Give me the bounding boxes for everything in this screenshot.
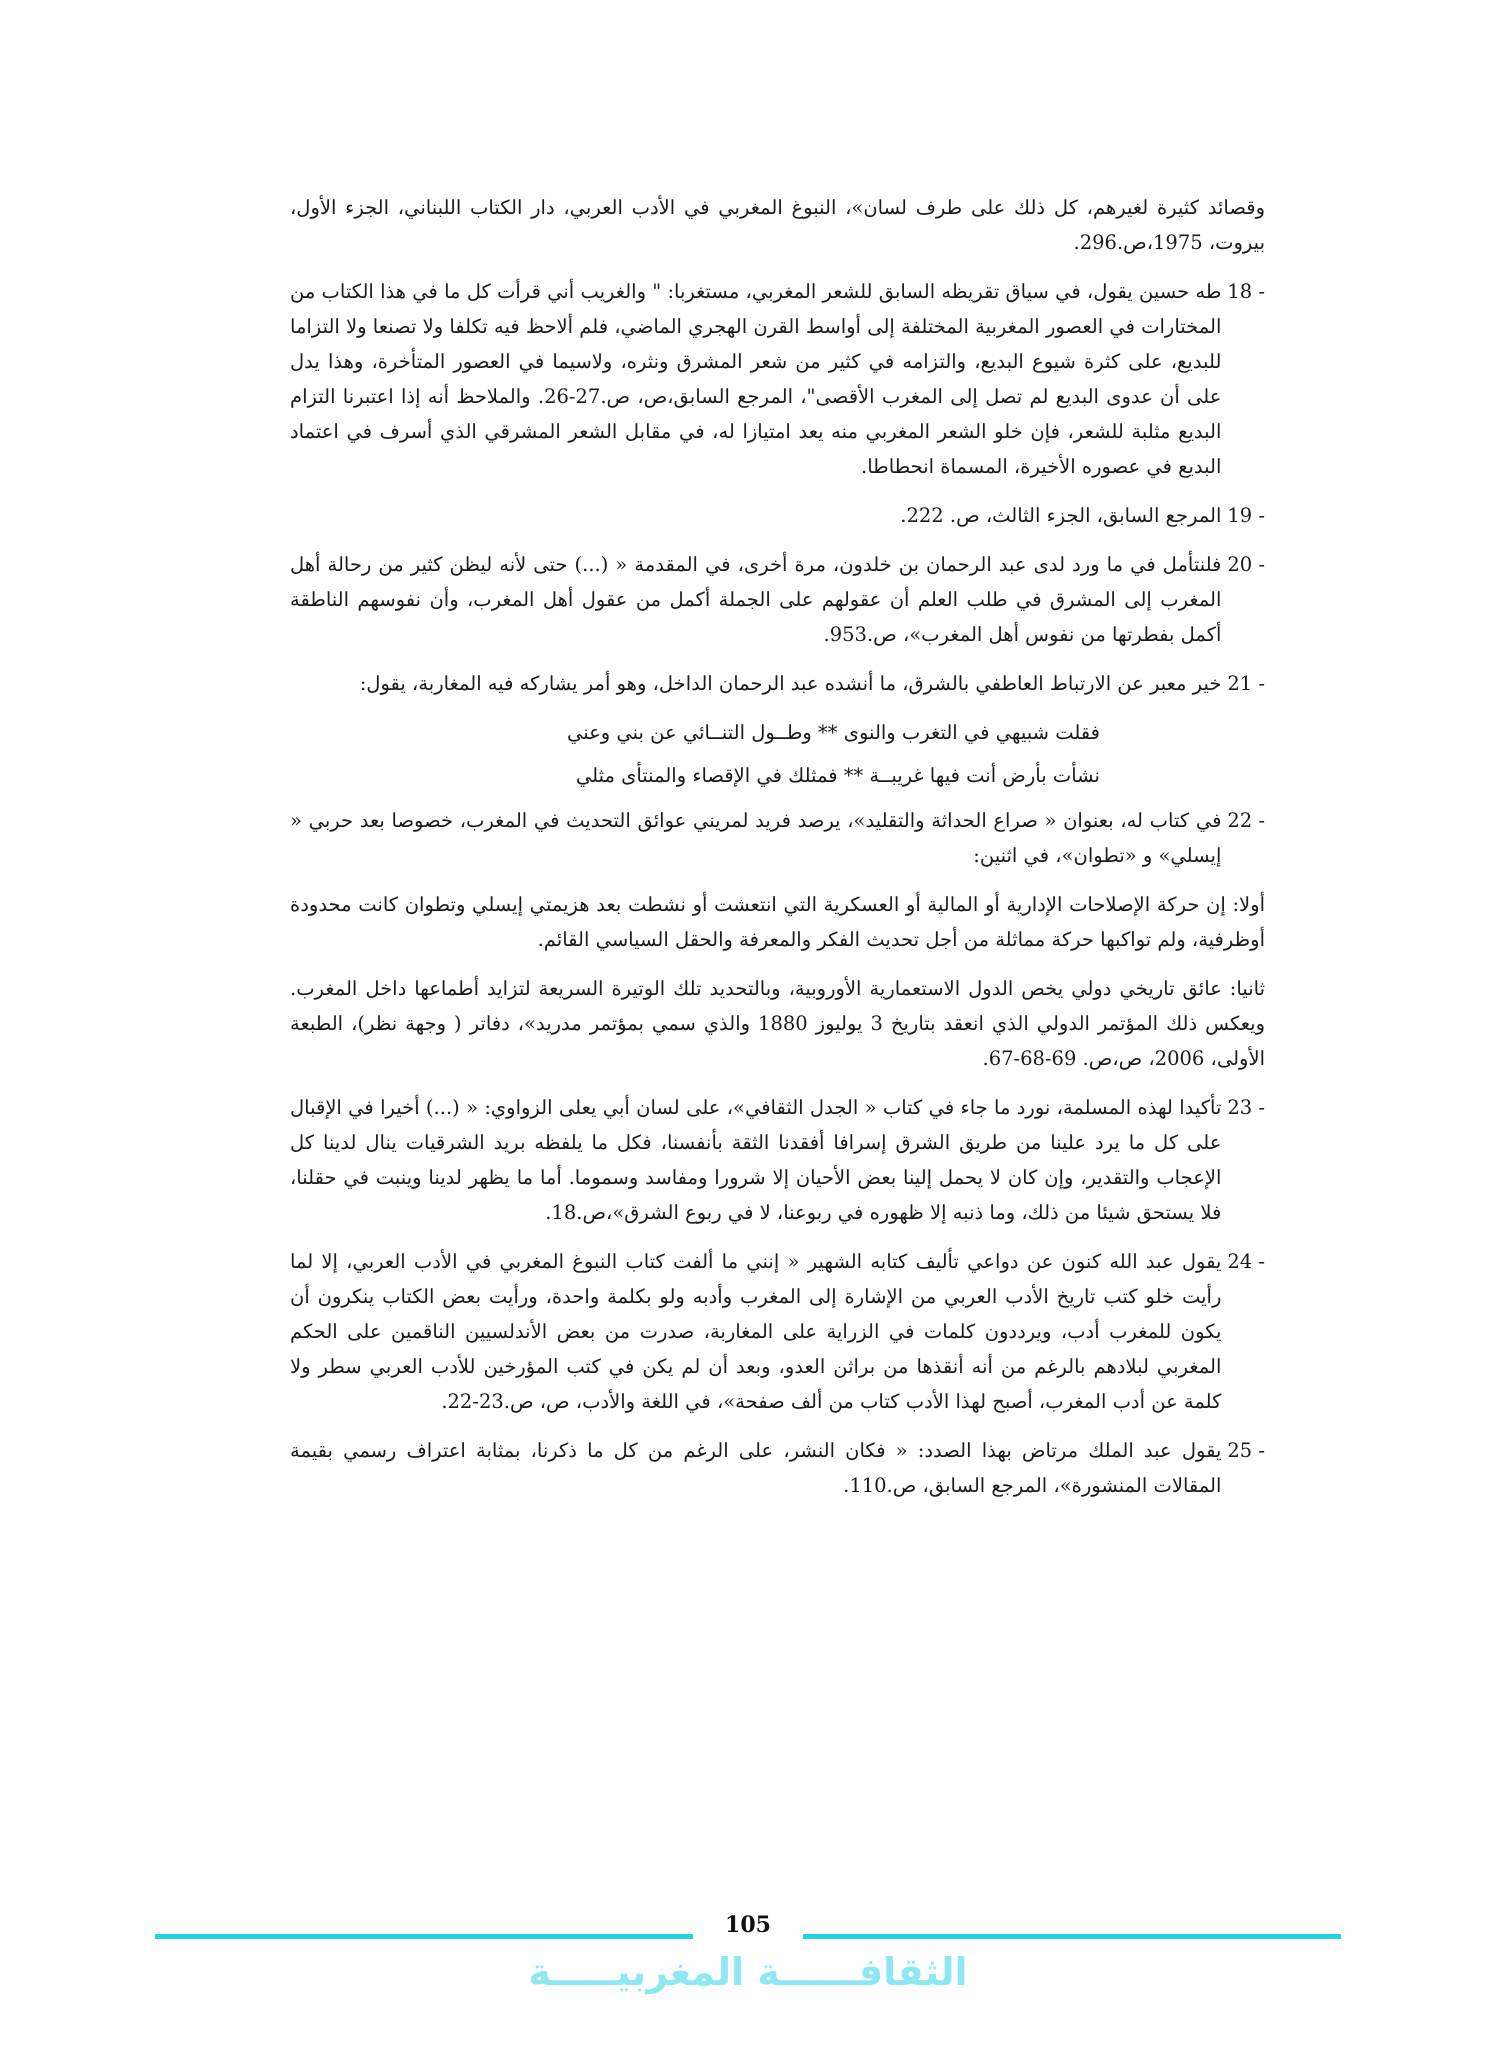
note-number: 25 - bbox=[1227, 1439, 1265, 1462]
journal-brand: الثقافــــــة المغربيـــــة bbox=[528, 1950, 968, 1994]
note-text: تأكيدا لهذه المسلمة، نورد ما جاء في كتاب « الجدل الثقافي»، على لسان أبي يعلى الزواوي: « (...) أخيرا في الإقبال على كل ما يرد علينا من طريق الشرق إسرافا أفقدنا الثقة بأنفسنا، فكل ما يلفظه بريد الشرقيات ينال لدينا كل الإعجاب والتقدير، وإن كان لا يحمل إلينا بعض الأحيان إلا شرورا ومفاسد وسموما. أما ما يظهر لدينا وينبت في حقلنا، فلا يستحق شيئا من ذلك، وما ذنبه إلا ظهوره في ربوعنا، لا في ربوع الشرق»،ص.18. bbox=[290, 1096, 1222, 1224]
note-text: يقول عبد الله كنون عن دواعي تأليف كتابه الشهير « إنني ما ألفت كتاب النبوغ المغربي في الأدب العربي، إلا لما رأيت خلو كتب تاريخ الأدب العربي من الإشارة إلى المغرب وأدبه ولو بكلمة واحدة، ورأيت بعض الكتاب ينكرون أن يكون للمغرب أدب، ويرددون كلمات في الزراية على المغاربة، صدرت من بعض الأندلسيين الناقمين على الحكم المغربي لبلادهم بالرغم من أنه أنقذها من براثن العدو، وبعد أن لم يكن في كتب المؤرخين للأدب العربي سطر ولا كلمة عن أدب المغرب، أصبح لهذا الأدب كتاب من ألف صفحة»، في اللغة والأدب، ص، ص.23-22. bbox=[290, 1250, 1222, 1413]
note-text: يقول عبد الملك مرتاض بهذا الصدد: « فكان النشر، على الرغم من كل ما ذكرنا، بمثابة اعتراف رسمي بقيمة المقالات المنشورة»، المرجع السابق، ص.110. bbox=[290, 1439, 1222, 1497]
footer-rule-right bbox=[803, 1934, 1341, 1939]
note-number: 22 - bbox=[1227, 809, 1265, 832]
note-text: فلنتأمل في ما ورد لدى عبد الرحمان بن خلدون، مرة أخرى، في المقدمة « (...) حتى لأنه ليظن كثير من رحالة أهل المغرب إلى المشرق في طلب العلم أن عقولهم على الجملة أكمل من عقول أهل المغرب، وأن نفوسهم الناطقة أكمل بفطرتها من نفوس أهل المغرب»، ص.953. bbox=[290, 553, 1222, 646]
poem-verse: فقلت شبيهي في التغرب والنوى ** وطــول التنــائي عن بني وعني bbox=[567, 721, 1100, 744]
page-number: 105 bbox=[725, 1912, 771, 1938]
footer-rule-left bbox=[155, 1934, 693, 1939]
note-19 bbox=[290, 498, 1265, 533]
note-22-point-one: أولا: إن حركة الإصلاحات الإدارية أو المالية أو العسكرية التي انتعشت أو نشطت بعد هزيمتي إيسلي وتطوان كانت محدودة أوظرفية، ولم تواكبها حركة مماثلة من أجل تحديث الفكر والمعرفة والحقل السياسي القائم. bbox=[290, 893, 1265, 951]
note-24 bbox=[290, 1244, 1265, 1419]
note-17-continuation: وقصائد كثيرة لغيرهم، كل ذلك على طرف لسان»، النبوغ المغربي في الأدب العربي، دار الكتاب اللبناني، الجزء الأول، بيروت، 1975،ص.296. bbox=[290, 196, 1265, 254]
poem-verse: نشأت بأرض أنت فيها غريبــة ** فمثلك في الإقصاء والمنتأى مثلي bbox=[575, 764, 1100, 787]
note-number: 18 - bbox=[1227, 280, 1265, 303]
note-22-point-two: ثانيا: عائق تاريخي دولي يخص الدول الاستعمارية الأوروبية، وبالتحديد تلك الوتيرة السريعة لتزايد أطماعها داخل المغرب. ويعكس ذلك المؤتمر الدولي الذي انعقد بتاريخ 3 يوليوز 1880 والذي سمي بمؤتمر مدريد»، دفاتر ( وجهة نظر)، الطبعة الأولى، 2006، ص،ص. 69-68-67. bbox=[290, 977, 1265, 1070]
note-text: خير معبر عن الارتباط العاطفي بالشرق، ما أنشده عبد الرحمان الداخل، وهو أمر يشاركه فيه المغاربة، يقول: bbox=[359, 672, 1222, 695]
note-text: المرجع السابق، الجزء الثالث، ص. 222. bbox=[900, 504, 1222, 527]
note-22 bbox=[290, 803, 1265, 873]
note-20 bbox=[290, 547, 1265, 652]
note-number: 23 - bbox=[1227, 1096, 1265, 1119]
footnotes-body bbox=[290, 190, 1265, 1517]
note-number: 21 - bbox=[1227, 672, 1265, 695]
note-number: 19 - bbox=[1227, 504, 1265, 527]
poem-verses bbox=[290, 715, 1265, 793]
note-text: في كتاب له، بعنوان « صراع الحداثة والتقليد»، يرصد فريد لمريني عوائق التحديث في المغرب، خصوصا بعد حربي « إيسلي» و «تطوان»، في اثنين: bbox=[290, 809, 1222, 867]
note-25 bbox=[290, 1433, 1265, 1503]
note-23 bbox=[290, 1090, 1265, 1230]
note-18 bbox=[290, 274, 1265, 484]
note-text: طه حسين يقول، في سياق تقريظه السابق للشعر المغربي، مستغربا: " والغريب أني قرأت كل ما في هذا الكتاب من المختارات في العصور المغربية المختلفة إلى أواسط القرن الهجري الماضي، فلم ألاحظ فيه تكلفا ولا تصنعا ولا التزاما للبديع، على كثرة شيوع البديع، والتزامه في كثير من شعر المشرق ونثره، ولاسيما في العصور المتأخرة، وهذا يدل على أن عدوى البديع لم تصل إلى المغرب الأقصى"، المرجع السابق،ص، ص.27-26. والملاحظ أنه إذا اعتبرنا التزام البديع مثلبة للشعر، فإن خلو الشعر المغربي منه يعد امتيازا له، في مقابل الشعر المشرقي الذي أسرف في اعتماد البديع في عصوره الأخيرة، المسماة انحطاطا. bbox=[290, 280, 1222, 478]
note-21 bbox=[290, 666, 1265, 701]
note-number: 24 - bbox=[1227, 1250, 1265, 1273]
note-number: 20 - bbox=[1227, 553, 1265, 576]
